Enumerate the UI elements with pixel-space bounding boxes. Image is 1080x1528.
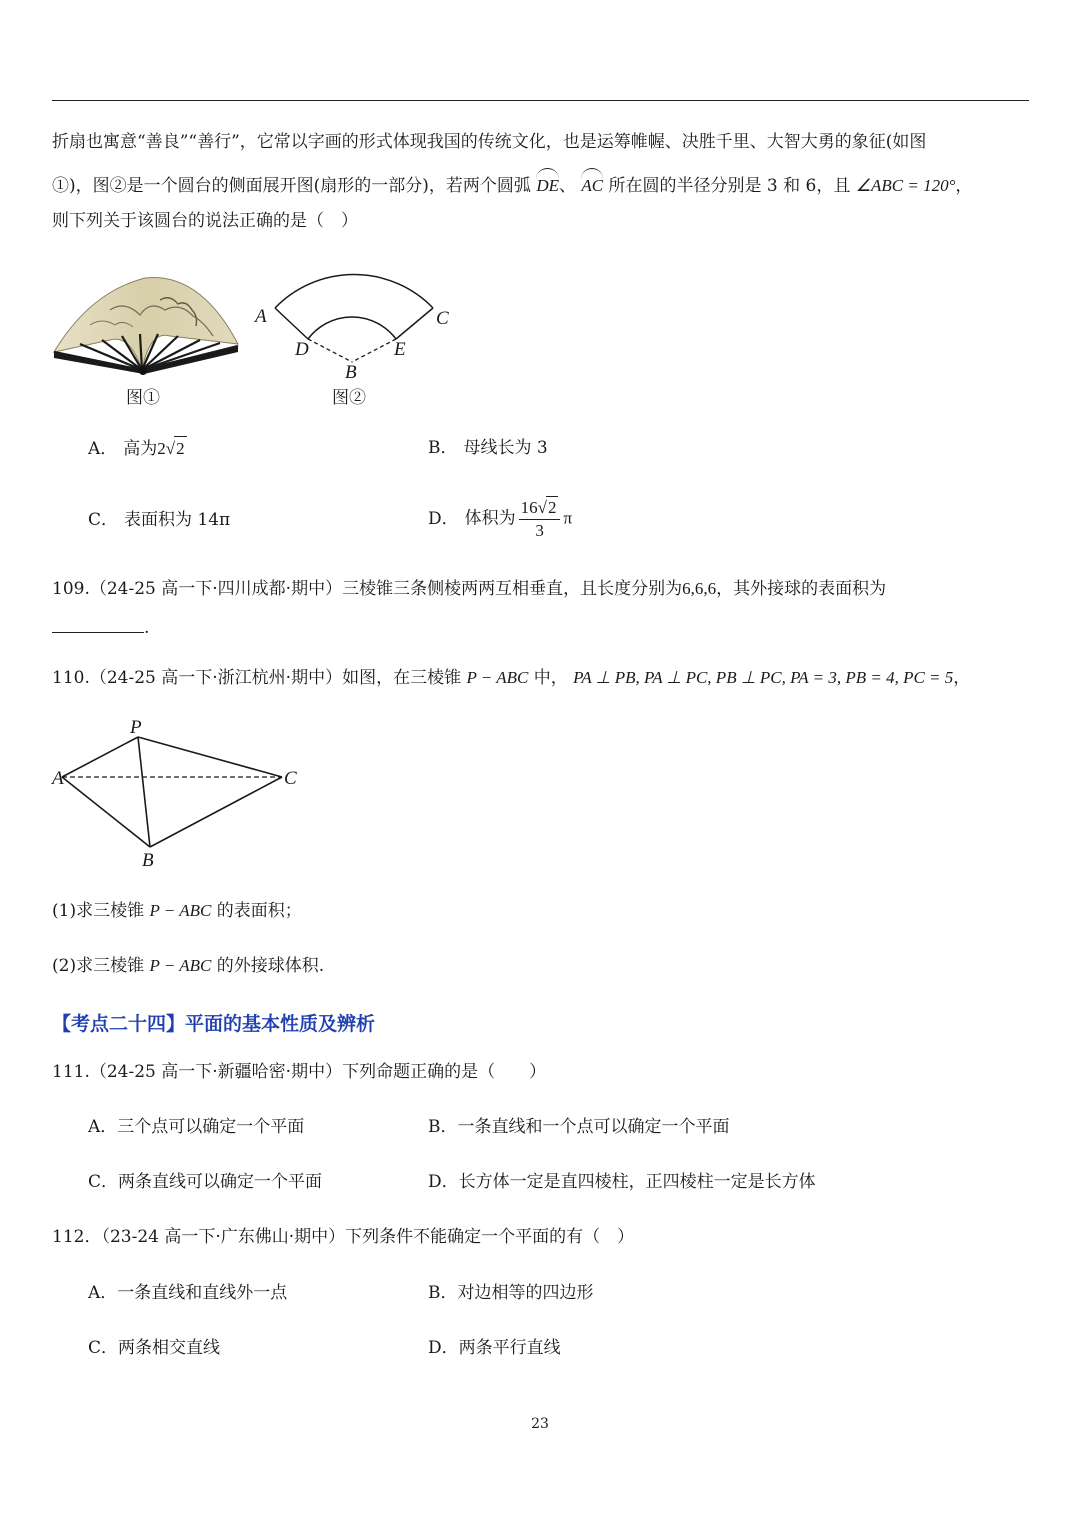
- q112-option-b: B．对边相等的四边形: [428, 1283, 594, 1303]
- q110-conditions: PA ⊥ PB, PA ⊥ PC, PB ⊥ PC, PA = 3, PB = 4, PC = 5: [573, 668, 954, 687]
- option-a-coef: 2: [157, 439, 166, 458]
- q111-option-a: A．三个点可以确定一个平面: [88, 1117, 305, 1137]
- q110-line-1: [52, 666, 970, 690]
- sub2-math: P − ABC: [149, 956, 212, 975]
- q110-end: ，: [953, 668, 971, 688]
- pyramid-figure: [50, 715, 310, 875]
- fraction-numerator: [519, 496, 561, 520]
- q108-option-b: [428, 436, 548, 460]
- option-a-text: 高为: [123, 439, 158, 459]
- q108-line-2-end: ，: [955, 176, 973, 196]
- label-c: C: [284, 768, 297, 789]
- fraction-denominator: 3: [535, 521, 544, 540]
- label-b: B: [142, 850, 154, 871]
- q110-pabc: P − ABC: [466, 668, 529, 687]
- q108-line-1: 折扇也寓意“善良”“善行”，它常以字画的形式体现我国的传统文化，也是运筹帷幄、决胜千里、大智大勇的象征(如图: [52, 132, 927, 152]
- q109-text-end: ，其外接球的表面积为: [716, 579, 887, 599]
- arc-separator: 、: [558, 176, 576, 196]
- folding-fan-figure: [50, 270, 245, 380]
- q110-sub-2: [52, 954, 324, 978]
- q111-line: 111.（24-25 高一下·新疆哈密·期中）下列命题正确的是（ ）: [52, 1062, 547, 1082]
- q109-text: 109.（24-25 高一下·四川成都·期中）三棱锥三条侧棱两两互相垂直，且长度分别为: [52, 579, 683, 599]
- q108-option-d: [428, 496, 572, 542]
- section-heading: 【考点二十四】平面的基本性质及辨析: [52, 1013, 376, 1035]
- q111-option-d: D．长方体一定是直四棱柱，正四棱柱一定是长方体: [428, 1172, 816, 1192]
- option-c-text: 表面积为 14π: [124, 510, 231, 530]
- q109-values: 6,6,6: [682, 579, 717, 598]
- label-p: P: [130, 717, 142, 738]
- q111-option-c: C．两条直线可以确定一个平面: [88, 1172, 323, 1192]
- sector-figure: [250, 258, 460, 383]
- sub1-text-a: (1)求三棱锥: [52, 901, 145, 921]
- sqrt-sign: √: [165, 439, 176, 458]
- q108-line-3: 则下列关于该圆台的说法正确的是（ ）: [52, 211, 358, 231]
- volume-fraction: [519, 496, 561, 542]
- q108-line-2-text-b: 所在圆的半径分别是 3 和 6，且: [608, 176, 851, 196]
- q112-line: 112．（23-24 高一下·广东佛山·期中）下列条件不能确定一个平面的有（ ）: [52, 1227, 635, 1247]
- numerator-radicand: 2: [547, 498, 557, 517]
- q109-line-1: [52, 577, 886, 601]
- q108-line-2-text: ①)，图②是一个圆台的侧面展开图(扇形的一部分)，若两个圆弧: [52, 176, 531, 196]
- arc-ac: AC: [581, 170, 603, 198]
- sub2-text-a: (2)求三棱锥: [52, 956, 145, 976]
- option-b-label: B．: [428, 438, 458, 458]
- label-d: D: [295, 339, 309, 360]
- label-a: A: [255, 306, 267, 327]
- option-a-label: A．: [88, 439, 118, 459]
- sqrt-sign: √: [537, 498, 547, 517]
- q112-option-d: D．两条平行直线: [428, 1338, 561, 1358]
- option-a-radicand: 2: [174, 436, 187, 461]
- q110-sub-1: [52, 899, 302, 923]
- answer-blank[interactable]: [52, 614, 144, 633]
- option-b-text: 母线长为 3: [463, 438, 548, 458]
- page-number: 23: [531, 1416, 549, 1432]
- pi-symbol: π: [563, 508, 573, 528]
- sub2-text-b: 的外接球体积.: [216, 956, 325, 976]
- angle-abc: ∠ABC = 120°: [855, 176, 956, 195]
- fig1-caption: 图①: [126, 388, 160, 408]
- numerator-coef: 16: [520, 498, 538, 517]
- sub1-text-b: 的表面积；: [216, 901, 302, 921]
- option-d-text: 体积为: [464, 508, 516, 529]
- label-a: A: [52, 768, 64, 789]
- label-c: C: [436, 308, 449, 329]
- q108-option-c: [88, 508, 230, 532]
- q108-option-a: [88, 436, 187, 461]
- arc-de: DE: [536, 170, 559, 198]
- label-e: E: [394, 339, 406, 360]
- q109-answer-line: [52, 614, 149, 640]
- option-c-label: C．: [88, 510, 119, 530]
- q112-option-a: A．一条直线和直线外一点: [88, 1283, 288, 1303]
- blank-period: .: [144, 618, 150, 638]
- q108-line-2: [52, 170, 972, 198]
- label-b: B: [345, 362, 357, 383]
- q111-option-b: B．一条直线和一个点可以确定一个平面: [428, 1117, 730, 1137]
- q110-mid: 中，: [533, 668, 568, 688]
- option-d-label: D．: [428, 508, 459, 529]
- sub1-math: P − ABC: [149, 901, 212, 920]
- q112-option-c: C．两条相交直线: [88, 1338, 221, 1358]
- header-rule: [52, 100, 1029, 101]
- fig2-caption: 图②: [332, 388, 366, 408]
- q110-text: 110.（24-25 高一下·浙江杭州·期中）如图，在三棱锥: [52, 668, 462, 688]
